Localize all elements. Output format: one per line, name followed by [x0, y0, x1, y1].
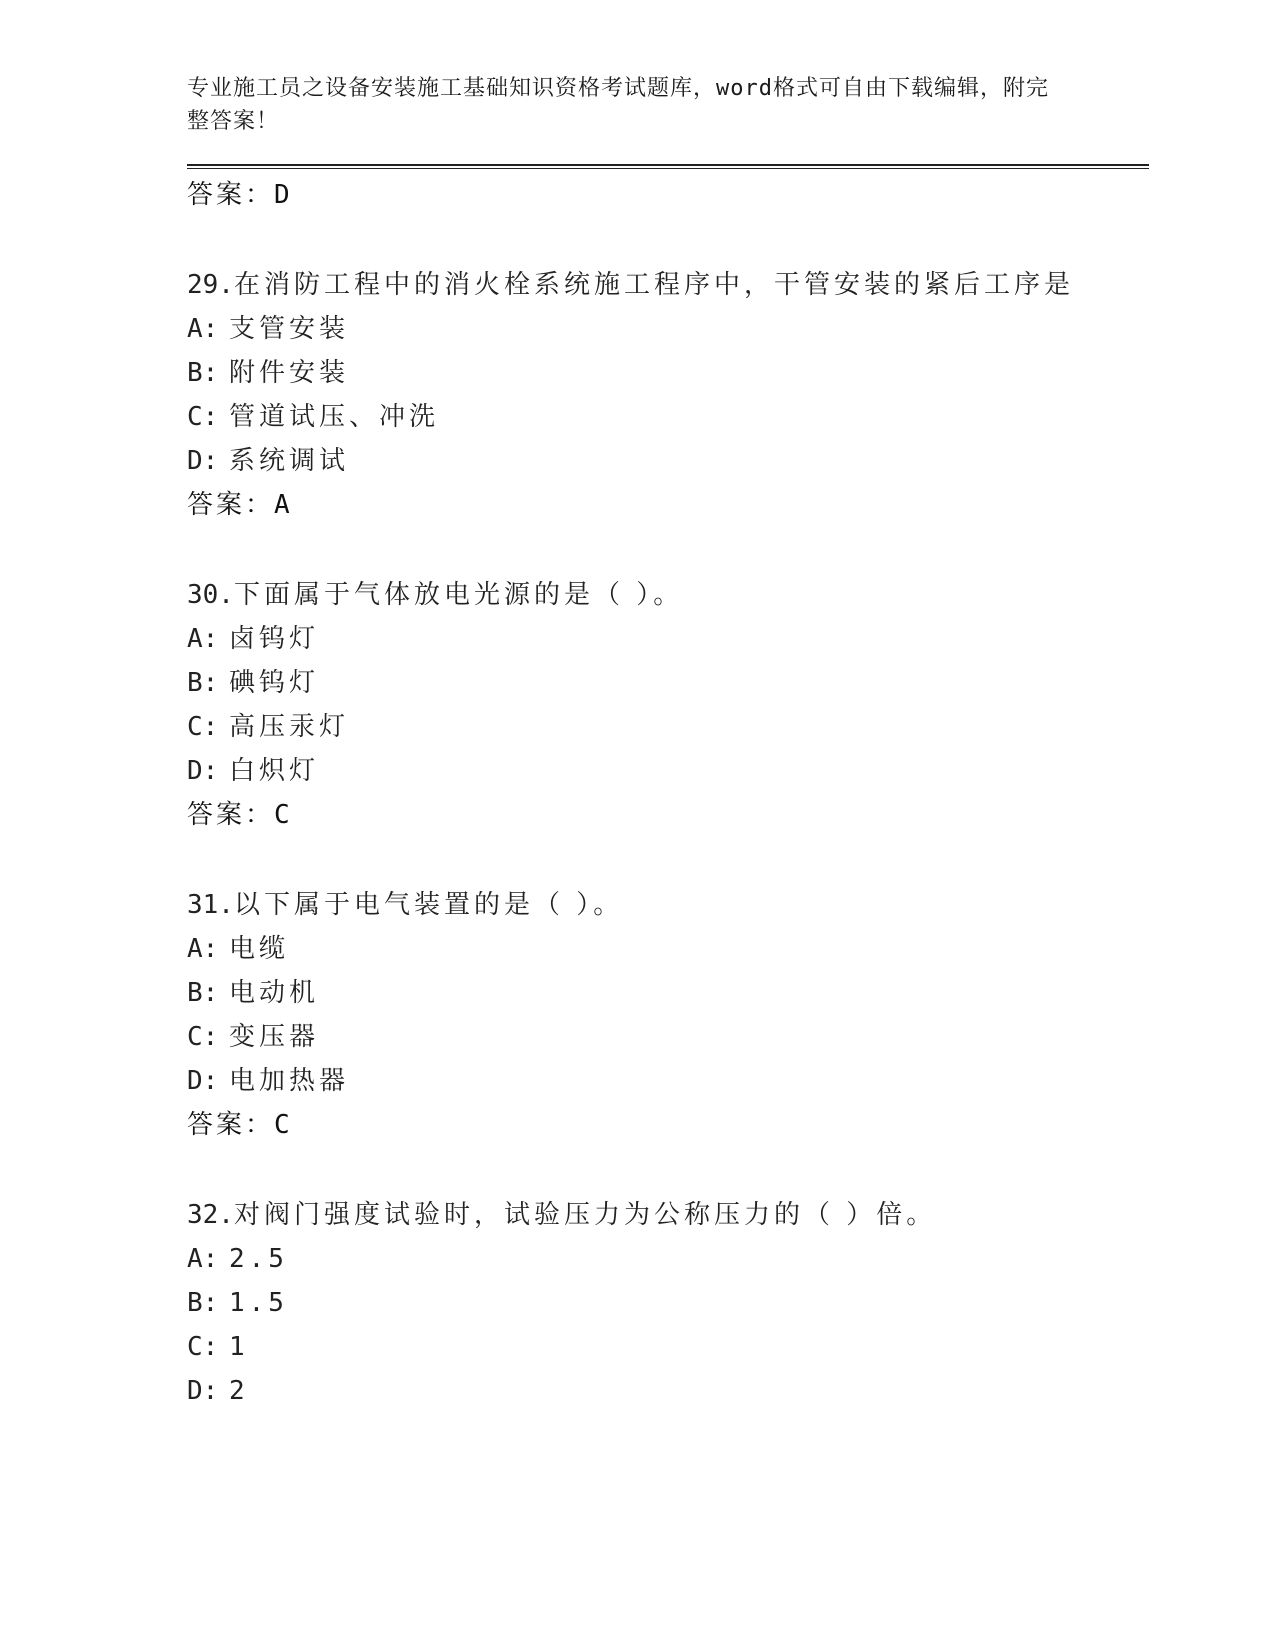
option-b: [187, 1281, 1149, 1325]
option-key: B:: [187, 668, 219, 698]
option-key: A:: [187, 934, 219, 964]
option-text: 2.5: [229, 1244, 288, 1274]
option-d: [187, 749, 1149, 793]
answer-label: 答案：: [187, 1110, 275, 1140]
answer-value: A: [274, 490, 290, 520]
answer-value: C: [274, 1110, 290, 1140]
question-text: 在消防工程中的消火栓系统施工程序中，干管安装的紧后工序是: [233, 270, 1074, 300]
question-number: 30.: [187, 580, 234, 610]
option-key: D:: [187, 446, 219, 476]
option-text: 电动机: [229, 978, 320, 1008]
option-text: 1: [229, 1332, 249, 1362]
option-key: B:: [187, 978, 219, 1008]
option-text: 碘钨灯: [229, 668, 320, 698]
option-a: [187, 927, 1149, 971]
option-key: C:: [187, 712, 219, 742]
answer-label: 答案：: [187, 490, 275, 520]
answer-line: [187, 1103, 1149, 1147]
option-key: C:: [187, 402, 219, 432]
question-stem: [187, 573, 1149, 617]
option-text: 电缆: [229, 934, 290, 964]
option-text: 2: [229, 1376, 249, 1406]
option-d: [187, 439, 1149, 483]
option-d: [187, 1369, 1149, 1413]
option-a: [187, 1237, 1149, 1281]
option-key: B:: [187, 358, 219, 388]
option-c: [187, 395, 1149, 439]
option-key: A:: [187, 314, 219, 344]
option-key: D:: [187, 1066, 219, 1096]
option-b: [187, 971, 1149, 1015]
document-page: [187, 72, 1149, 1413]
answer-value: D: [274, 180, 290, 210]
question-number: 29.: [187, 270, 234, 300]
option-key: A:: [187, 1244, 219, 1274]
option-text: 附件安装: [229, 358, 350, 388]
question-stem: [187, 263, 1149, 307]
option-c: [187, 1015, 1149, 1059]
option-text: 白炽灯: [229, 756, 320, 786]
option-text: 管道试压、冲洗: [229, 402, 440, 432]
option-key: D:: [187, 756, 219, 786]
answer-label: 答案：: [187, 800, 275, 830]
document-header: 专业施工员之设备安装施工基础知识资格考试题库，word格式可自由下载编辑，附完整答案！: [187, 76, 1049, 134]
option-key: C:: [187, 1022, 219, 1052]
question-stem: [187, 883, 1149, 927]
answer-value: C: [274, 800, 290, 830]
option-text: 高压汞灯: [229, 712, 350, 742]
option-text: 变压器: [229, 1022, 320, 1052]
option-key: D:: [187, 1376, 219, 1406]
option-d: [187, 1059, 1149, 1103]
question-text: 下面属于气体放电光源的是（ ）。: [233, 580, 684, 610]
answer-line: [187, 483, 1149, 527]
header-divider: [187, 164, 1149, 169]
option-key: A:: [187, 624, 219, 654]
option-b: [187, 661, 1149, 705]
option-c: [187, 1325, 1149, 1369]
question-number: 32.: [187, 1200, 234, 1230]
option-text: 支管安装: [229, 314, 350, 344]
question-30: [187, 573, 1149, 837]
answer-label: 答案：: [187, 180, 275, 210]
question-29: [187, 263, 1149, 527]
question-text: 以下属于电气装置的是（ ）。: [233, 890, 624, 920]
answer-line: [187, 173, 1149, 217]
option-text: 电加热器: [229, 1066, 350, 1096]
question-text: 对阀门强度试验时，试验压力为公称压力的（ ）倍。: [233, 1200, 937, 1230]
option-c: [187, 705, 1149, 749]
option-text: 卤钨灯: [229, 624, 320, 654]
option-key: B:: [187, 1288, 219, 1318]
option-text: 1.5: [229, 1288, 288, 1318]
question-stem: [187, 1193, 1149, 1237]
option-key: C:: [187, 1332, 219, 1362]
answer-line: [187, 793, 1149, 837]
question-32: [187, 1193, 1149, 1413]
question-31: [187, 883, 1149, 1147]
option-a: [187, 617, 1149, 661]
option-text: 系统调试: [229, 446, 350, 476]
option-a: [187, 307, 1149, 351]
option-b: [187, 351, 1149, 395]
question-number: 31.: [187, 890, 234, 920]
